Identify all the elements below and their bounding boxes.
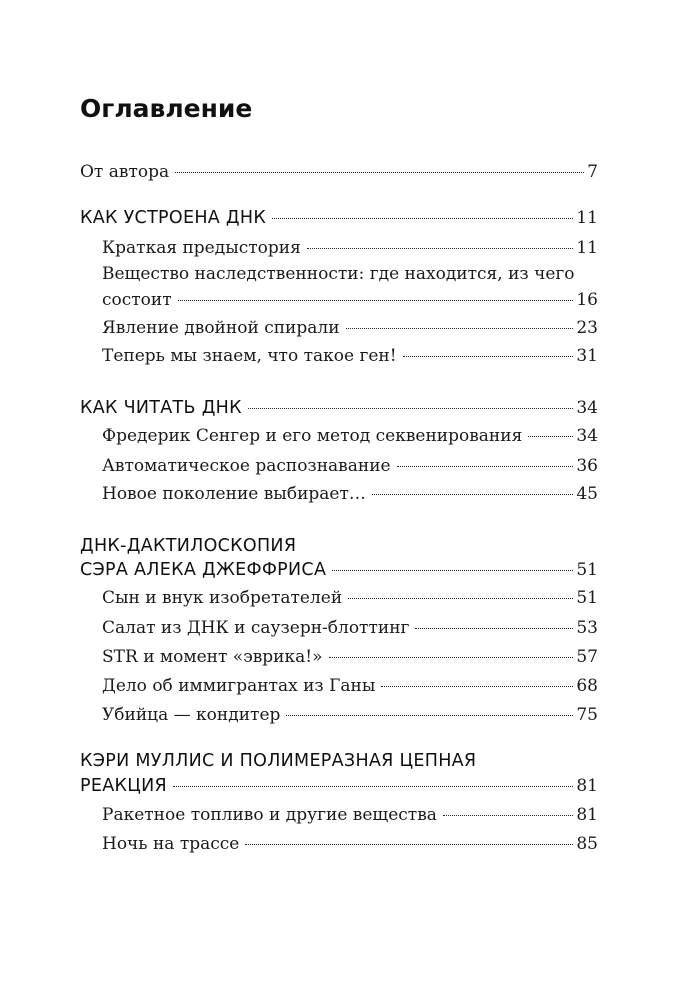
toc-page-number: 11 [576, 238, 598, 258]
dot-leader [175, 172, 584, 173]
toc-section-1[interactable] [80, 203, 598, 233]
toc-entry-label: состоит [102, 290, 172, 310]
toc-entry-2-3[interactable] [102, 479, 598, 509]
toc-entry-3-3[interactable] [102, 642, 598, 672]
toc-page-number: 11 [576, 208, 598, 228]
toc-entry-3-1[interactable] [102, 583, 598, 613]
toc-page-number: 31 [576, 346, 598, 366]
dot-leader [307, 248, 574, 249]
toc-entry-2-1[interactable] [102, 421, 598, 451]
dot-leader [286, 715, 573, 716]
toc-entry-label: STR и момент «эврика!» [102, 647, 323, 667]
toc-page-number: 51 [576, 588, 598, 608]
dot-leader [272, 218, 573, 219]
toc-page-number: 81 [576, 776, 598, 796]
dot-leader [346, 328, 574, 329]
dot-leader [443, 815, 573, 816]
toc-section-label: КАК УСТРОЕНА ДНК [80, 208, 267, 228]
toc-entry-label: Сын и внук изобретателей [102, 588, 343, 608]
toc-page-number: 7 [587, 162, 598, 182]
toc-entry-label: От автора [80, 162, 170, 182]
toc-section-2[interactable] [80, 393, 598, 423]
toc-entry-1-2-first-line: Вещество наследственности: где находится, из чего [102, 264, 575, 284]
toc-page-number: 75 [576, 705, 598, 725]
toc-entry-label: Явление двойной спирали [102, 318, 340, 338]
toc-section-label: СЭРА АЛЕКА ДЖЕФФРИСА [80, 560, 327, 580]
dot-leader [178, 300, 574, 301]
toc-section-4[interactable] [80, 771, 598, 801]
toc-entry-from-author[interactable] [80, 157, 598, 187]
dot-leader [332, 570, 573, 571]
toc-entry-label: Ночь на трассе [102, 834, 240, 854]
toc-entry-label: Убийца — кондитер [102, 705, 281, 725]
page-title: Оглавление [80, 94, 253, 123]
dot-leader [381, 686, 573, 687]
toc-section-label-line1: КЭРИ МУЛЛИС И ПОЛИМЕРАЗНАЯ ЦЕПНАЯ [80, 751, 477, 771]
toc-entry-4-2[interactable] [102, 829, 598, 859]
toc-entry-label: Фредерик Сенгер и его метод секвенирования [102, 426, 523, 446]
dot-leader [415, 628, 573, 629]
toc-page-number: 45 [576, 484, 598, 504]
toc-page-number: 34 [576, 426, 598, 446]
toc-entry-label: Автоматическое распознавание [102, 456, 391, 476]
toc-section-label: КАК ЧИТАТЬ ДНК [80, 398, 242, 418]
dot-leader [403, 356, 574, 357]
toc-section-3[interactable] [80, 555, 598, 585]
dot-leader [248, 408, 574, 409]
toc-entry-2-2[interactable] [102, 451, 598, 481]
toc-entry-label: Дело об иммигрантах из Ганы [102, 676, 376, 696]
dot-leader [173, 786, 573, 787]
toc-entry-label: Салат из ДНК и саузерн-блоттинг [102, 618, 410, 638]
toc-entry-1-4[interactable] [102, 341, 598, 371]
dot-leader [397, 466, 574, 467]
toc-page-number: 36 [576, 456, 598, 476]
toc-entry-3-4[interactable] [102, 671, 598, 701]
toc-page-number: 81 [576, 805, 598, 825]
toc-page-number: 85 [576, 834, 598, 854]
toc-entry-1-2[interactable] [102, 285, 598, 315]
toc-page-number: 51 [576, 560, 598, 580]
toc-section-label-line1: ДНК-ДАКТИЛОСКОПИЯ [80, 536, 297, 556]
toc-entry-label: Ракетное топливо и другие вещества [102, 805, 437, 825]
dot-leader [528, 436, 573, 437]
toc-entry-1-3[interactable] [102, 313, 598, 343]
toc-page-number: 23 [576, 318, 598, 338]
toc-section-label: РЕАКЦИЯ [80, 776, 167, 796]
toc-page-number: 16 [576, 290, 598, 310]
toc-page-number: 68 [576, 676, 598, 696]
toc-page-number: 53 [576, 618, 598, 638]
toc-page-number: 34 [576, 398, 598, 418]
toc-page-number: 57 [576, 647, 598, 667]
toc-entry-4-1[interactable] [102, 800, 598, 830]
toc-entry-label: Новое поколение выбирает… [102, 484, 366, 504]
dot-leader [348, 598, 573, 599]
toc-entry-label: Краткая предыстория [102, 238, 301, 258]
dot-leader [245, 844, 573, 845]
dot-leader [372, 494, 573, 495]
toc-entry-3-2[interactable] [102, 613, 598, 643]
dot-leader [329, 657, 574, 658]
toc-entry-3-5[interactable] [102, 700, 598, 730]
toc-entry-label: Теперь мы знаем, что такое ген! [102, 346, 397, 366]
